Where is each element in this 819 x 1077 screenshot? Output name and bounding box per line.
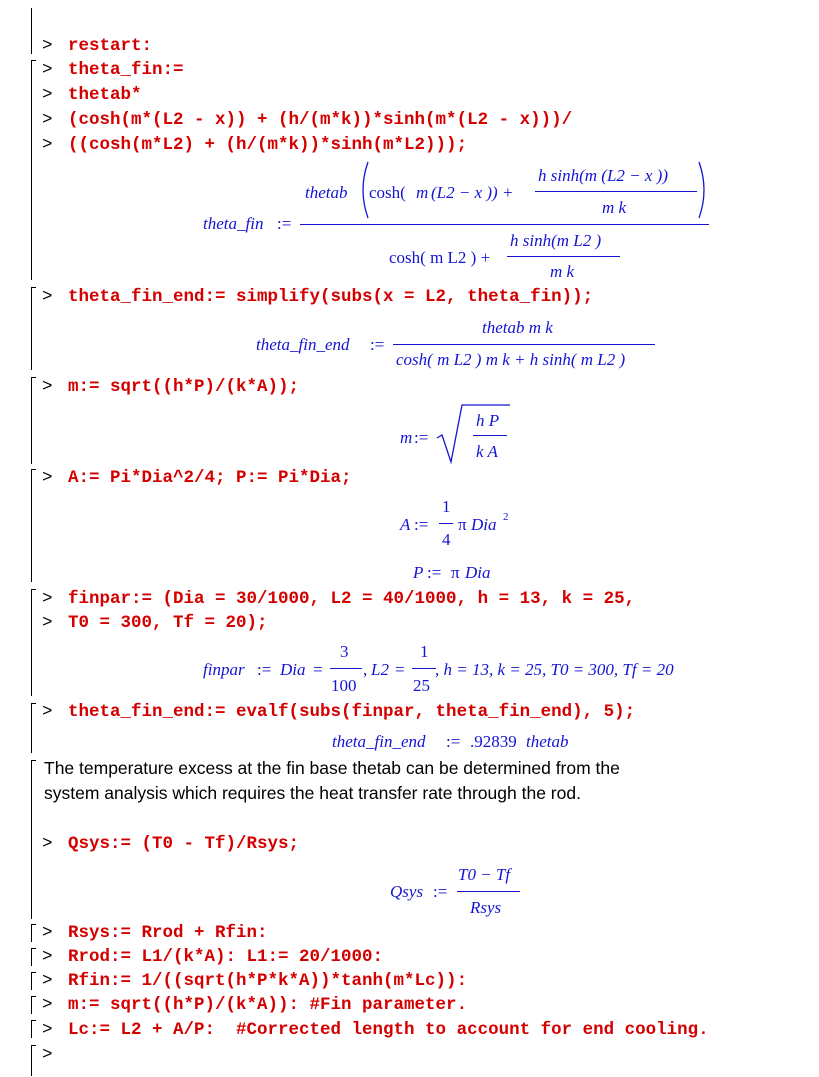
output-lhs: theta_fin_end (256, 335, 350, 354)
input-m[interactable]: m:= sqrt((h*P)/(k*A)): #Fin parameter. (68, 995, 468, 1015)
numerator-thetab: thetab (305, 183, 348, 202)
assign-op: := (414, 428, 429, 447)
fraction-bar (412, 668, 436, 669)
input-line[interactable]: theta_fin_end:= evalf(subs(finpar, theta_fin_end), 5); (68, 702, 636, 722)
value: .92839 (470, 732, 517, 751)
input-line[interactable]: T0 = 300, Tf = 20); (68, 613, 268, 633)
assign-op: := (370, 335, 385, 354)
inner-frac-den: m k (602, 198, 627, 217)
text-paragraph-line: The temperature excess at the fin base thetab can be determined from the (44, 758, 620, 778)
frac-num: 1 (442, 497, 451, 516)
output-lhs: A (400, 515, 411, 534)
frac-num: h P (476, 411, 500, 430)
dia-num: 3 (340, 642, 349, 661)
output-lhs: Qsys (390, 882, 424, 901)
left-paren (356, 160, 370, 220)
comma: , (363, 660, 368, 679)
frac-den: cosh( m L2 ) m k + h sinh( m L2 ) (396, 350, 626, 369)
cosh-open: cosh( (369, 183, 406, 202)
prompt: > (42, 36, 53, 56)
final-bracket[interactable] (31, 1045, 36, 1076)
text-paragraph-line: system analysis which requires the heat transfer rate through the rod. (44, 783, 581, 803)
fraction-bar (393, 344, 655, 345)
fraction-bar (439, 523, 453, 524)
l2-minus-x: (L2 − x )) + (431, 183, 514, 202)
assign-op: := (446, 732, 461, 751)
text-group-bracket[interactable] (31, 760, 36, 919)
input-line[interactable]: m:= sqrt((h*P)/(k*A)); (68, 377, 300, 397)
group-bracket-6[interactable] (31, 589, 36, 696)
frac-den: 4 (442, 530, 451, 549)
dia-var: Dia (280, 660, 306, 679)
prompt: > (42, 613, 53, 633)
prompt[interactable]: > (42, 1045, 53, 1065)
input-line[interactable]: theta_fin_end:= simplify(subs(x = L2, theta_fin)); (68, 287, 594, 307)
group-bracket-3[interactable] (31, 287, 36, 370)
single-bracket-1[interactable] (31, 924, 36, 942)
pi-symbol: π (458, 515, 467, 534)
den-fraction-bar (507, 256, 620, 257)
fraction-bar (473, 435, 507, 436)
dia-den: 100 (331, 676, 357, 695)
input-rsys[interactable]: Rsys:= Rrod + Rfin: (68, 923, 268, 943)
input-rrod[interactable]: Rrod:= L1/(k*A): L1:= 20/1000: (68, 947, 384, 967)
fraction-bar (330, 668, 362, 669)
prompt: > (42, 995, 53, 1015)
frac-num: thetab m k (482, 318, 553, 337)
prompt: > (42, 589, 53, 609)
dia-var: Dia (465, 563, 491, 582)
prompt: > (42, 468, 53, 488)
equals-sign: = (395, 660, 405, 679)
output-lhs: theta_fin (203, 214, 264, 233)
frac-num: T0 − Tf (458, 865, 511, 884)
assign-op: := (257, 660, 272, 679)
frac-den: k A (476, 442, 498, 461)
input-line[interactable]: (cosh(m*(L2 - x)) + (h/(m*k))*sinh(m*(L2 - x)))/ (68, 110, 573, 130)
den-frac-num: h sinh(m L2 ) (510, 231, 602, 250)
prompt: > (42, 702, 53, 722)
inner-frac-num: h sinh(m (L2 − x )) (538, 166, 668, 185)
equals-sign: = (313, 660, 323, 679)
group-bracket-4[interactable] (31, 377, 36, 464)
prompt: > (42, 377, 53, 397)
pi-symbol: π (451, 563, 460, 582)
assign-op: := (277, 214, 292, 233)
single-bracket-5[interactable] (31, 1020, 36, 1038)
single-bracket-4[interactable] (31, 996, 36, 1014)
prompt: > (42, 971, 53, 991)
l2-var: L2 (371, 660, 389, 679)
thetab-var: thetab (526, 732, 569, 751)
input-rfin[interactable]: Rfin:= 1/((sqrt(h*P*k*A))*tanh(m*Lc)): (68, 971, 468, 991)
single-bracket-2[interactable] (31, 948, 36, 966)
prompt: > (42, 60, 53, 80)
group-bracket-7[interactable] (31, 703, 36, 753)
exponent: 2 (503, 511, 509, 523)
output-lhs: P (413, 563, 424, 582)
top-bracket (31, 8, 32, 54)
group-bracket-2[interactable] (31, 60, 36, 280)
input-restart[interactable]: restart: (68, 36, 153, 56)
sqrt-sign (436, 402, 512, 466)
frac-den: Rsys (470, 898, 502, 917)
input-line[interactable]: thetab* (68, 85, 142, 105)
input-line[interactable]: theta_fin:= (68, 60, 184, 80)
input-line[interactable]: ((cosh(m*L2) + (h/(m*k))*sinh(m*L2))); (68, 135, 468, 155)
main-fraction-bar (300, 224, 709, 225)
den-cosh: cosh( m L2 ) + (389, 248, 491, 267)
den-frac-den: m k (550, 262, 575, 281)
dia-var: Dia (471, 515, 497, 534)
output-lhs: theta_fin_end (332, 732, 426, 751)
l2-num: 1 (420, 642, 429, 661)
prompt: > (42, 110, 53, 130)
assign-op: := (433, 882, 448, 901)
group-bracket-5[interactable] (31, 469, 36, 582)
prompt: > (42, 834, 53, 854)
m-var: m (416, 183, 429, 202)
prompt: > (42, 135, 53, 155)
prompt: > (42, 947, 53, 967)
assign-op: := (414, 515, 429, 534)
single-bracket-3[interactable] (31, 972, 36, 990)
right-paren (697, 160, 711, 220)
prompt: > (42, 287, 53, 307)
output-lhs: finpar (203, 660, 245, 679)
finpar-rest: , h = 13, k = 25, T0 = 300, Tf = 20 (435, 660, 674, 679)
input-line[interactable]: A:= Pi*Dia^2/4; P:= Pi*Dia; (68, 468, 352, 488)
l2-den: 25 (413, 676, 430, 695)
input-line[interactable]: Qsys:= (T0 - Tf)/Rsys; (68, 834, 300, 854)
fraction-bar (457, 891, 520, 892)
input-line[interactable]: finpar:= (Dia = 30/1000, L2 = 40/1000, h = 13, k = 25, (68, 589, 636, 609)
input-lc[interactable]: Lc:= L2 + A/P: #Corrected length to account for end cooling. (68, 1020, 709, 1040)
assign-op: := (427, 563, 442, 582)
prompt: > (42, 923, 53, 943)
inner-fraction-bar (535, 191, 697, 192)
prompt: > (42, 1020, 53, 1040)
output-lhs: m (400, 428, 413, 447)
prompt: > (42, 85, 53, 105)
